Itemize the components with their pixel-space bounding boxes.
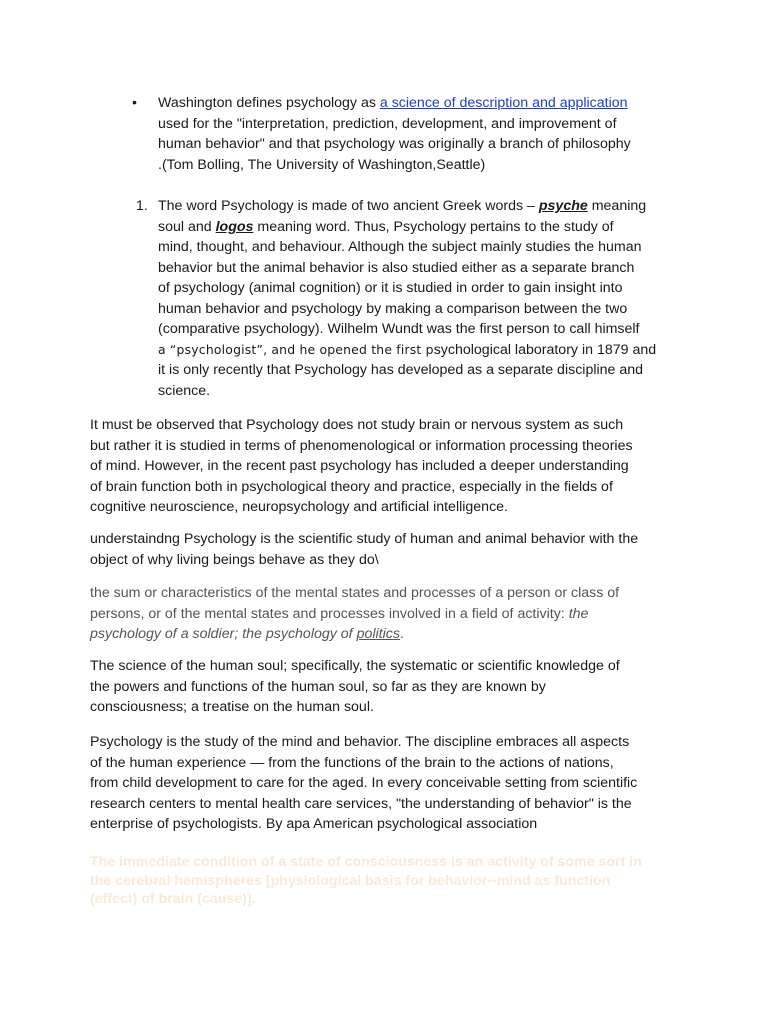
- paragraph-understanding: [90, 529, 680, 570]
- paragraph-definition: [90, 583, 680, 645]
- paragraph-line: research centers to mental health care services, "the understanding of behavior" is the: [90, 795, 632, 812]
- numbered-line-1-suffix: meaning: [587, 198, 647, 214]
- paragraph-brain-observation: [90, 415, 680, 518]
- numbered-line-4: behavior but the animal behavior is also studied either as a separate branch: [158, 259, 635, 276]
- bullet-line-1: [158, 93, 678, 114]
- numbered-line-3: mind, thought, and behaviour. Although the subject mainly studies the human: [158, 239, 642, 255]
- numbered-line-6: human behavior and psychology by making a comparison between the two: [158, 300, 628, 317]
- bullet-line-2: used for the "interpretation, prediction, development, and improvement of: [158, 115, 617, 132]
- definition-line-2: [90, 604, 680, 625]
- paragraph-line: object of why living beings behave as they do\: [90, 551, 379, 568]
- numbered-line-10: science.: [158, 382, 211, 399]
- paragraph-consciousness-faded: [90, 853, 690, 909]
- paragraph-apa-definition: [90, 732, 680, 835]
- paragraph-line: of the human experience — from the functions of the brain to the actions of nations,: [90, 754, 614, 771]
- word-psyche: psyche: [538, 198, 588, 214]
- paragraph-line: (effect) of brain (cause)].: [90, 891, 256, 907]
- paragraph-line: cognitive neuroscience, neuropsychology and artificial intelligence.: [90, 499, 508, 515]
- bullet-marker: •: [132, 95, 137, 111]
- bullet-line-3: human behavior" and that psychology was originally a branch of philosophy: [158, 136, 631, 152]
- paragraph-line: enterprise of psychologists. By apa American psychological association: [90, 816, 538, 832]
- definition-line-3-italic: psychology of a soldier; the psychology of: [90, 626, 357, 642]
- definition-line-3: [90, 624, 680, 645]
- numbered-text: [158, 196, 688, 401]
- numbered-line-8: [158, 340, 688, 361]
- numbered-line-1-prefix: The word Psychology is made of two ancient Greek words –: [158, 198, 539, 214]
- numbered-line-2-suffix: meaning word. Thus, Psychology pertains to the study of: [253, 218, 614, 235]
- paragraph-line: the cerebral hemispheres [physiological basis for behavior--mind as function: [90, 872, 611, 889]
- numbered-line-8-rest: sychological laboratory in 1879 and: [433, 341, 657, 358]
- numbered-line-9: it is only recently that Psychology has developed as a separate discipline and: [158, 362, 644, 378]
- bullet-line-1-prefix: Washington defines psychology as: [158, 95, 380, 111]
- bullet-line-4: .(Tom Bolling, The University of Washington,Seattle): [158, 156, 486, 173]
- paragraph-line: of mind. However, in the recent past psychology has included a deeper understanding: [90, 458, 629, 474]
- definition-line-1: the sum or characteristics of the mental states and processes of a person or class of: [90, 585, 620, 601]
- paragraph-line: from child development to care for the aged. In every conceivable setting from scientific: [90, 775, 638, 791]
- paragraph-line: but rather it is studied in terms of phenomenological or information processing theories: [90, 437, 633, 454]
- definition-line-2-prefix: persons, or of the mental states and processes involved in a field of activity:: [90, 605, 569, 622]
- paragraph-line: the powers and functions of the human soul, so far as they are known by: [90, 678, 546, 695]
- numbered-line-1: [158, 196, 688, 217]
- paragraph-line: It must be observed that Psychology does not study brain or nervous system as such: [90, 417, 624, 433]
- paragraph-line: The immediate condition of a state of consciousness is an activity of some sort in: [90, 854, 642, 870]
- paragraph-line: Psychology is the study of the mind and behavior. The discipline embraces all aspects: [90, 734, 630, 750]
- paragraph-line: The science of the human soul; specifically, the systematic or scientific knowledge of: [90, 658, 620, 674]
- description-application-link[interactable]: a science of description and application: [379, 95, 628, 111]
- numbered-line-8-alt-font: a “psychologist”, and he opened the first p: [158, 341, 434, 357]
- paragraph-line: consciousness; a treatise on the human soul.: [90, 699, 374, 715]
- bullet-text: [158, 93, 678, 175]
- list-number: 1.: [136, 198, 148, 214]
- numbered-line-7: (comparative psychology). Wilhelm Wundt was the first person to call himself: [158, 321, 640, 337]
- paragraph-line: understaindng Psychology is the scientific study of human and animal behavior with the: [90, 531, 639, 547]
- paragraph-line: of brain function both in psychological theory and practice, especially in the fields of: [90, 478, 613, 495]
- definition-line-3-end: .: [399, 626, 404, 642]
- numbered-line-2-prefix: soul and: [158, 218, 216, 235]
- numbered-line-2: [158, 217, 688, 238]
- definition-line-2-italic: the: [568, 605, 589, 622]
- politics-link[interactable]: politics: [356, 626, 400, 642]
- numbered-line-5: of psychology (animal cognition) or it is studied in order to gain insight into: [158, 280, 623, 296]
- word-logos: logos: [215, 218, 254, 235]
- paragraph-human-soul: [90, 656, 680, 718]
